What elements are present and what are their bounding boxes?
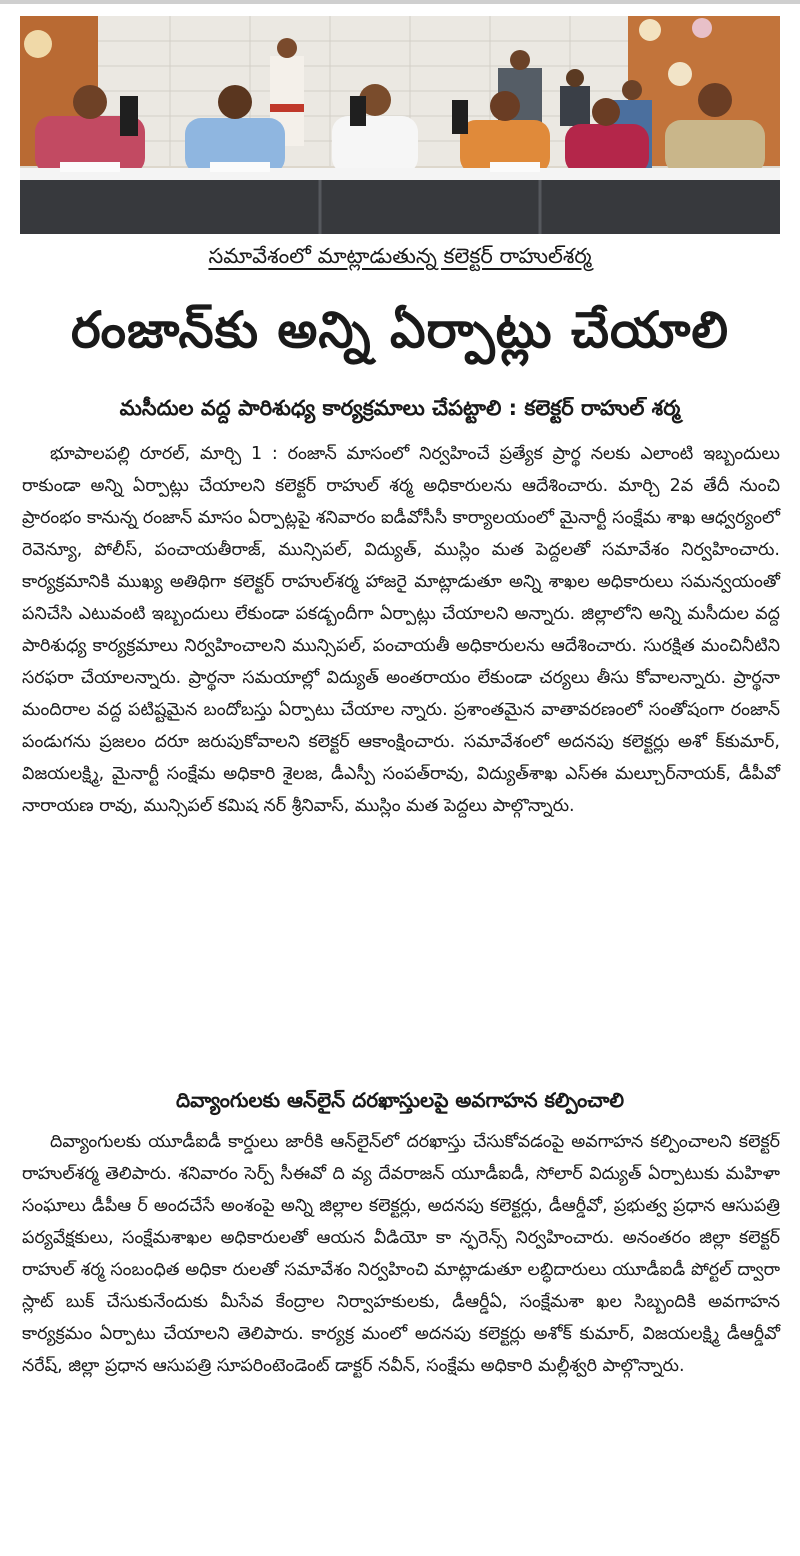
meeting-photo — [20, 16, 780, 234]
section-heading: దివ్యాంగులకు ఆన్‌లైన్ దరఖాస్తులపై అవగాహన కల్పించాలి — [175, 1088, 625, 1112]
headline: రంజాన్‌కు అన్ని ఏర్పాట్లు చేయాలి — [71, 301, 729, 359]
article-paragraph-1: భూపాలపల్లి రూరల్, మార్చి 1 : రంజాన్ మాసంలో నిర్వహించే ప్రత్యేక ప్రార్థ నలకు ఎలాంటి ఇబ్బందులు రాకుండా అన్ని ఏర్పాట్లు చేయాలని కలెక్టర్ రాహుల్ శర్మ అధికారులను ఆదేశించారు. మార్చి 2వ తేదీ నుంచి ప్రారంభం కానున్న రంజాన్ మాసం ఏర్పాట్లపై శనివారం ఐడీవోసీసీ కార్యాలయంలో మైనార్టీ సంక్షేమ శాఖ ఆధ్వర్యంలో రెవెన్యూ, పోలీస్, పంచాయతీరాజ్, మున్సిపల్, విద్యుత్, ముస్లిం మత పెద్దలతో సమావేశం నిర్వహించారు. కార్యక్రమానికి ముఖ్య అతిథిగా కలెక్టర్ రాహుల్‌శర్మ హాజరై మాట్లాడుతూ అన్ని శాఖల అధికారులు సమన్వయంతో పనిచేసి ఎటువంటి ఇబ్బందులు లేకుండా పకడ్బందీగా ఏర్పాట్లు చేయాలని అన్నారు. జిల్లాలోని అన్ని మసీదుల వద్ద పారిశుధ్య కార్యక్రమాలు నిర్వహించాలని మున్సిపల్, పంచాయతీ అధికారులను ఆదేశించారు. సురక్షిత మంచినీటిని సరఫరా చేయాలన్నారు. ప్రార్థనా సమయాల్లో విద్యుత్ అంతరాయం లేకుండా చర్యలు తీసు కోవాలన్నారు. ప్రార్థనా మందిరాల వద్ద పటిష్టమైన బందోబస్తు ఏర్పాటు చేయాల న్నారు. ప్రశాంతమైన వాతావరణంలో సంతోషంగా రంజాన్ పండుగను ప్రజలం దరూ జరుపుకోవాలని కలెక్టర్ ఆకాంక్షించారు. సమావేశంలో అదనపు కలెక్టర్లు అశో క్‌కుమార్, విజయలక్ష్మి, మైనార్టీ సంక్షేమ అధికారి శైలజ, డీఎస్పీ సంపత్‌రావు, విద్యుత్‌శాఖ ఎస్ఈ మల్చూర్‌నాయక్, డీపీవో నారాయణ రావు, మున్సిపల్ కమిష నర్ శ్రీనివాస్, ముస్లిం మత పెద్దలు పాల్గొన్నారు. — [22, 444, 780, 816]
top-rule — [0, 0, 800, 4]
subheadline: మసీదుల వద్ద పారిశుధ్య కార్యక్రమాలు చేపట్టాలి : కలెక్టర్ రాహుల్ శర్మ — [119, 396, 681, 420]
photo-caption: సమావేశంలో మాట్లాడుతున్న కలెక్టర్ రాహుల్‌శర్మ — [208, 244, 592, 268]
article-paragraph-2: దివ్యాంగులకు యూడీఐడీ కార్డులు జారీకి ఆన్‌లైన్‌లో దరఖాస్తు చేసుకోవడంపై అవగాహన కల్పించాలని కలెక్టర్ రాహుల్‌శర్మ తెలిపారు. శనివారం సెర్ప్ సీఈవో ది వ్య దేవరాజన్ యూడీఐడీ, సోలార్ విద్యుత్ ఏర్పాటుకు మహిళా సంఘాలు డీపీఆ ర్ అందచేసే అంశంపై అన్ని జిల్లాల కలెక్టర్లు, అదనపు కలెక్టర్లు, డీఆర్డీవో, ప్రభుత్వ ప్రధాన ఆసుపత్రి పర్యవేక్షకులు, సంక్షేమశాఖల అధికారులతో ఆయన వీడియో కా న్ఫరెన్స్ నిర్వహించారు. అనంతరం జిల్లా కలెక్టర్ రాహుల్ శర్మ సంబంధిత అధికా రులతో సమావేశం నిర్వహించి మాట్లాడుతూ లబ్ధిదారులు యూడీఐడీ పోర్టల్ ద్వారా స్లాట్ బుక్ చేసుకునేందుకు మీసేవ కేంద్రాల నిర్వాహకులకు, డీఆర్డీఏ, సంక్షేమశా ఖల సిబ్బందికి అవగాహన కార్యక్రమం ఏర్పాటు చేయాలని తెలిపారు. కార్యక్ర మంలో అదనపు కలెక్టర్లు అశోక్ కుమార్, విజయలక్ష్మి డీఆర్డీవో నరేష్, జిల్లా ప్రధాన ఆసుపత్రి సూపరింటెండెంట్ డాక్టర్ నవీన్, సంక్షేమ అధికారి మల్లీశ్వరి పాల్గొన్నారు. — [22, 1132, 780, 1376]
